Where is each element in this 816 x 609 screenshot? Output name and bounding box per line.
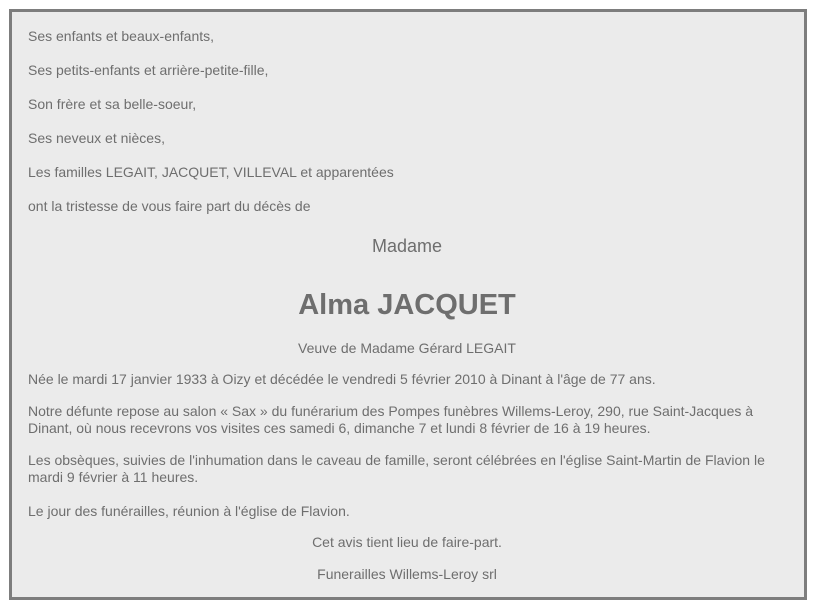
deceased-name: Alma JACQUET bbox=[298, 289, 516, 321]
undertaker-name: Funerailles Willems-Leroy srl bbox=[317, 566, 497, 582]
widow-of-line: Veuve de Madame Gérard LEGAIT bbox=[298, 340, 516, 356]
meeting-paragraph: Le jour des funérailles, réunion à l'église de Flavion. bbox=[28, 503, 350, 519]
obituary-notice bbox=[9, 9, 807, 600]
notice-content bbox=[28, 12, 786, 597]
intro-line: Ses petits-enfants et arrière-petite-fille, bbox=[28, 62, 269, 78]
intro-line: Ses neveux et nièces, bbox=[28, 130, 165, 146]
intro-line: Ses enfants et beaux-enfants, bbox=[28, 28, 215, 44]
honorific-title: Madame bbox=[371, 236, 443, 256]
intro-line: Les familles LEGAIT, JACQUET, VILLEVAL et apparentées bbox=[28, 164, 394, 180]
intro-line: Son frère et sa belle-soeur, bbox=[28, 96, 197, 112]
birth-death-paragraph: Née le mardi 17 janvier 1933 à Oizy et décédée le vendredi 5 février 2010 à Dinant à l'âge de 77 ans. bbox=[28, 371, 656, 387]
repose-paragraph: Notre défunte repose au salon « Sax » du funérarium des Pompes funèbres Willems-Leroy, 290, rue Saint-Jacques à Dinant, où nous recevrons vos visites ces samedi 6, dimanche 7 et lundi 8 février de 16 à 19 heures. bbox=[28, 403, 754, 436]
intro-line: ont la tristesse de vous faire part du décès de bbox=[28, 198, 311, 214]
avis-line: Cet avis tient lieu de faire-part. bbox=[312, 534, 502, 550]
funeral-paragraph: Les obsèques, suivies de l'inhumation dans le caveau de famille, seront célébrées en l'église Saint-Martin de Flavion le mardi 9 février à 11 heures. bbox=[28, 452, 765, 485]
